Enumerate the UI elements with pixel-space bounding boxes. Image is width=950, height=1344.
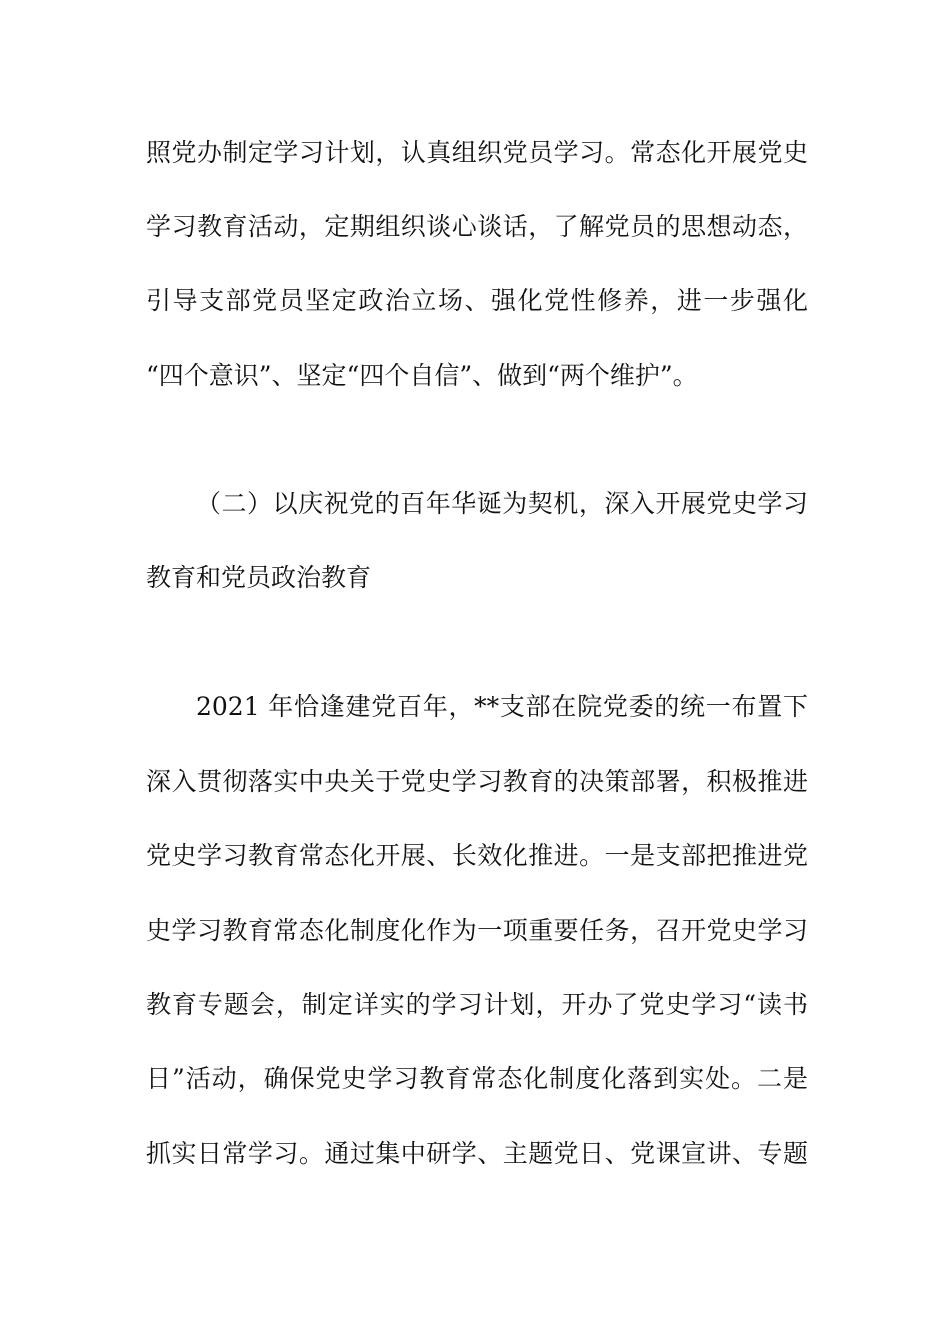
paragraph-1-line-1: 照党办制定学习计划，认真组织党员学习。常态化开展党史	[146, 138, 808, 167]
section-heading-line-2: 教育和党员政治教育	[146, 563, 372, 592]
paragraph-1-line-4: “四个意识”、坚定“四个自信”、做到“两个维护”。	[146, 361, 698, 390]
paragraph-2-line-2: 深入贯彻落实中央关于党史学习教育的决策部署，积极推进	[146, 767, 808, 796]
paragraph-1-line-2: 学习教育活动，定期组织谈心谈话，了解党员的思想动态，	[146, 212, 808, 241]
paragraph-2-line-7: 抓实日常学习。通过集中研学、主题党日、党课宣讲、专题	[146, 1139, 808, 1168]
paragraph-2-line-5: 教育专题会，制定详实的学习计划，开办了党史学习“读书	[146, 990, 808, 1019]
paragraph-2-line-1: 2021 年恰逢建党百年，**支部在院党委的统一布置下	[196, 692, 808, 721]
paragraph-2-line-3: 党史学习教育常态化开展、长效化推进。一是支部把推进党	[146, 841, 808, 870]
section-heading-line-1: （二）以庆祝党的百年华诞为契机，深入开展党史学习	[196, 489, 808, 518]
paragraph-1-line-3: 引导支部党员坚定政治立场、强化党性修养，进一步强化	[146, 286, 808, 315]
paragraph-2-line-4: 史学习教育常态化制度化作为一项重要任务，召开党史学习	[146, 916, 808, 945]
paragraph-2-line-6: 日”活动，确保党史学习教育常态化制度化落到实处。二是	[146, 1064, 808, 1093]
